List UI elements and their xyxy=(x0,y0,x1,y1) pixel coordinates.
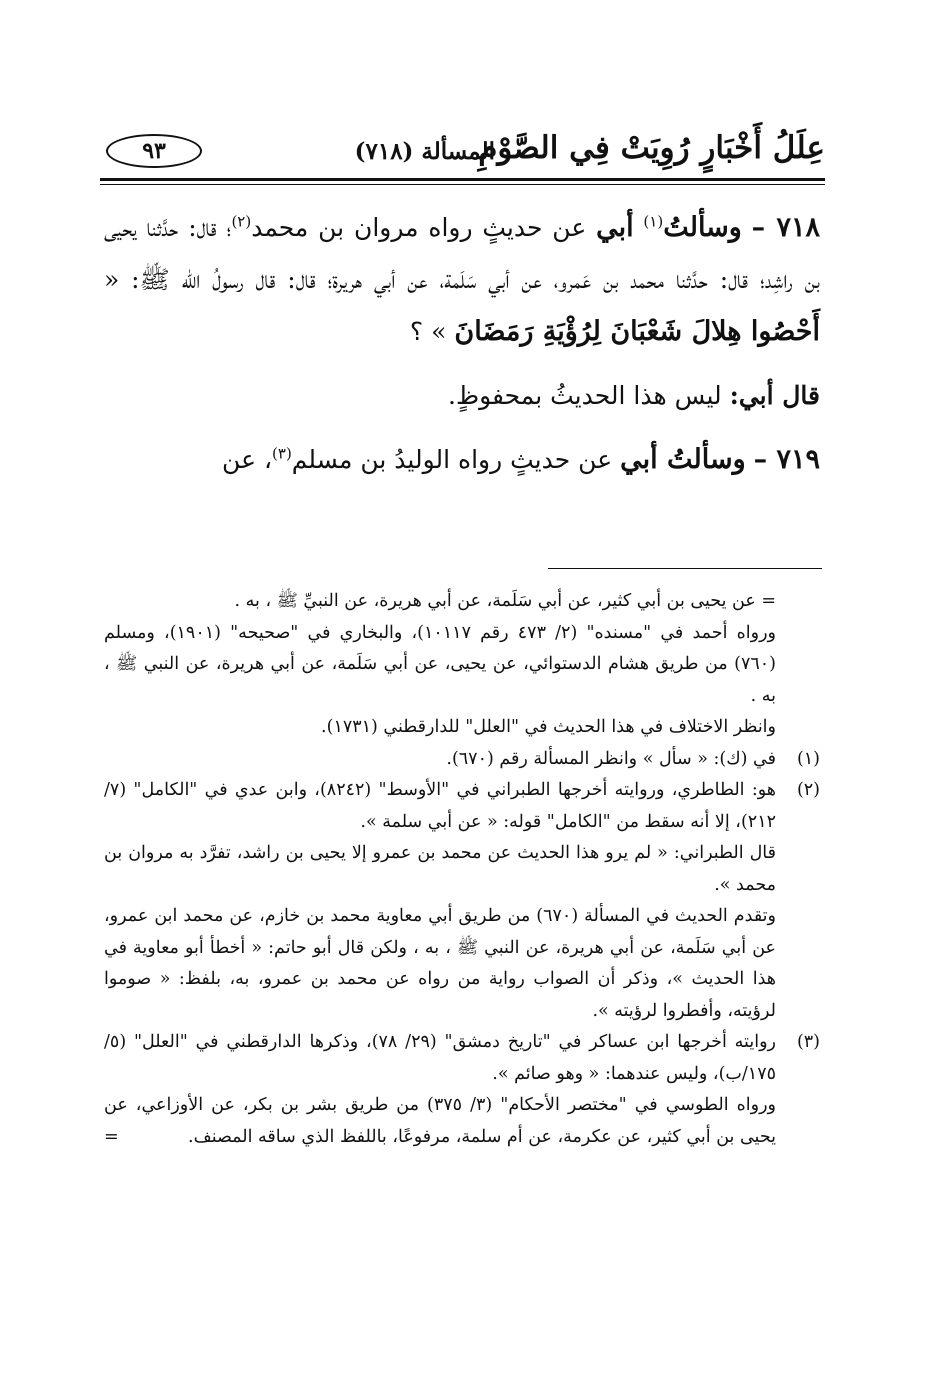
answer-718 xyxy=(104,370,820,422)
issue-719-number: ٧١٩ – xyxy=(753,444,820,475)
footnote-separator xyxy=(548,568,822,569)
footnote-2-text-3: وتقدم الحديث في المسألة (٦٧٠) من طريق أبي معاوية محمد بن خازم، عن محمد ابن عمرو، عن أبي سَلَمة، عن أبي هريرة، عن النبي ﷺ ، به ، ولكن قال أبو حاتم: « أخطأ أبو معاوية في هذا الحديث »، وذكر أن الصواب رواية من رواه عن محمد بن عمرو، به، بلفظ: « صوموا لرؤيته، وأفطروا لرؤيته ». xyxy=(104,906,776,1021)
issue-719 xyxy=(104,434,820,486)
answer-label: قال أبي: xyxy=(729,381,820,410)
running-header xyxy=(100,128,825,174)
header-rule-thick xyxy=(100,178,825,181)
footnote-continuation-2: ورواه أحمد في "مسنده" (٢/ ٤٧٣ رقم ١٠١١٧)، والبخاري في "صحيحه" (١٩٠١)، ومسلم (٧٦٠) من طريق هشام الدستوائي، عن يحيى، عن أبي سَلَمة، عن أبي هريرة، عن النبي ﷺ ، به . xyxy=(104,622,776,706)
issue-719-text-2: ، عن xyxy=(222,445,273,474)
footnote-1-text: في (ك): « سأل » وانظر المسألة رقم (٦٧٠). xyxy=(446,748,776,769)
footnote-2-number: (٢) xyxy=(796,780,820,800)
book-title: عِلَلُ أَخْبَارٍ رُوِيَتْ فِي الصَّوْمِ xyxy=(478,130,825,166)
footnote-2-text-2: قال الطبراني: « لم يرو هذا الحديث عن محمد بن عمرو إلا يحيى بن راشد، تفرَّد به مروان بن محمد ». xyxy=(104,843,776,895)
continuation-mark: = xyxy=(104,1127,119,1147)
footnote-3-number: (٣) xyxy=(796,1032,820,1052)
issue-719-question: وسألتُ أبي xyxy=(620,444,746,475)
issue-718-text-3: » ؟ xyxy=(409,317,447,346)
footnote-1 xyxy=(104,744,820,776)
footnote-3-text-2: ورواه الطوسي في "مختصر الأحكام" (٣/ ٣٧٥) من طريق بشر بن بكر، عن الأوزاعي، عن يحيى بن أبي كثير، عن عكرمة، عن أم سلمة، مرفوعًا، باللفظ الذي ساقه المصنف. xyxy=(104,1095,776,1147)
footnotes xyxy=(104,586,820,1154)
issue-label: المسألة (٧١٨) xyxy=(354,138,495,165)
footnote-continuation-1: = عن يحيى بن أبي كثير، عن أبي سَلَمة، عن أبي هريرة، عن النبيِّ ﷺ ، به . xyxy=(234,591,776,611)
page-number: ٩٣ xyxy=(142,138,166,164)
footnote-ref-1: (١) xyxy=(643,212,664,231)
footnote-2-text-1: هو: الطاطري، وروايته أخرجها الطبراني في "الأوسط" (٨٢٤٢)، وابن عدي في "الكامل" (٧/ ٢١٢)، إلا أنه سقط من "الكامل" قوله: « عن أبي سلمة ». xyxy=(104,780,776,832)
issue-718-text-1: عن حديثٍ رواه مروان بن محمد xyxy=(251,213,587,242)
issue-718 xyxy=(104,202,820,358)
answer-text: ليس هذا الحديثُ بمحفوظٍ. xyxy=(448,381,722,410)
footnote-2 xyxy=(104,775,820,1027)
issue-719-text-1: عن حديثٍ رواه الوليدُ بن مسلم xyxy=(291,445,613,474)
issue-718-question: وسألتُ xyxy=(663,212,742,243)
page-number-badge xyxy=(106,134,202,168)
footnote-1-number: (١) xyxy=(796,748,820,769)
footnote-ref-2: (٢) xyxy=(231,212,252,231)
footnote-3-text-1: روايته أخرجها ابن عساكر في "تاريخ دمشق" (٢٩/ ٧٨)، وذكرها الدارقطني في "العلل" (٥/ ١٧٥/ب)، وليس عندهما: « وهو صائم ». xyxy=(104,1032,776,1084)
footnote-ref-3: (٣) xyxy=(272,444,292,463)
hadith-text: أَحْصُوا هِلالَ شَعْبَانَ لِرُؤْيَةِ رَمَضَانَ xyxy=(454,316,820,347)
footnote-3 xyxy=(104,1027,820,1153)
issue-718-text-2: ؛ قال: حدَّثنا يحيى بن راشِد؛ قال: حدَّثنا محمد بن عَمرو، عن أبي سَلَمة، عن أبي هريرة؛ قال: قال رسولُ الله ﷺ: « xyxy=(104,213,820,294)
header-rule-thin xyxy=(100,184,825,185)
issue-718-number: ٧١٨ – xyxy=(751,212,820,243)
footnote-continuation-3: وانظر الاختلاف في هذا الحديث في "العلل" للدارقطني (١٧٣١). xyxy=(321,717,776,737)
issue-718-father: أبي xyxy=(596,212,634,243)
main-text xyxy=(104,202,820,486)
